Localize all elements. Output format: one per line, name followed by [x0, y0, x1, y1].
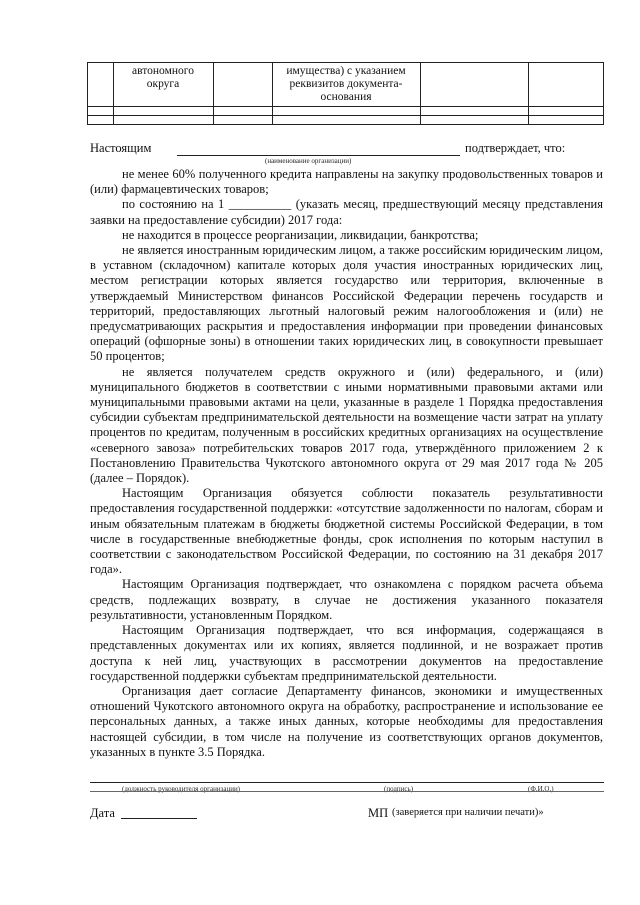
- stamp-label: МП: [368, 806, 389, 820]
- table-col-rule: [213, 62, 214, 124]
- paragraph: Настоящим Организация подтверждает, что ознакомлена с порядком расчета объема средств, подлежащих возврату, в случае не достижения указанного показателя результативности, установленным Порядком.: [90, 577, 603, 622]
- divider: [90, 791, 604, 792]
- organization-name-caption: (наименование организации): [265, 157, 352, 165]
- signature-line: [90, 782, 604, 783]
- date-line: [121, 818, 197, 819]
- paragraph: не является получателем средств окружного и (или) федерального, и (или) муниципального бюджетов в соответствии с иными нормативными правовыми актами или муниципальными правовыми актами на цели, указанные в разделе 1 Порядка предоставления субсидии субъектам предпринимательской деятельности на возмещение части затрат на уплату процентов по кредитам, полученным в российских кредитных организациях на осуществление «северного завоза» потребительских товаров 2017 года, утверждённого приложением 2 к Постановлению Правительства Чукотского автономного округа от 29 мая 2017 года № 205 (далее – Порядок).: [90, 364, 603, 486]
- paragraph: Настоящим Организация обязуется соблюсти показатель результативности предоставления государственной поддержки: «отсутствие задолженности по налогам, сборам и иным обязательным платежам в бюджеты бюджетной системы Российской Федерации, в том числе в государственные внебюджетные фонды, срок исполнения по которым наступил в соответствии с законодательством Российской Федерации, по состоянию на 31 декабря 2017 года».: [90, 486, 603, 577]
- documents-table: [87, 62, 604, 124]
- paragraph: не находится в процессе реорганизации, ликвидации, банкротства;: [122, 227, 479, 242]
- full-name-caption: (Ф.И.О.): [528, 785, 554, 793]
- table-col-rule: [420, 62, 421, 124]
- table-col-rule: [528, 62, 529, 124]
- confirm-ending: подтверждает, что:: [465, 141, 566, 155]
- table-rule: [87, 124, 604, 125]
- paragraph: не менее 60% полученного кредита направлены на закупку продовольственных товаров и (или) фармацевтических товаров;: [90, 167, 603, 197]
- table-col-rule: [113, 62, 114, 124]
- confirm-label: Настоящим: [90, 141, 152, 155]
- table-col-rule: [603, 62, 604, 124]
- date-label: Дата: [90, 806, 115, 820]
- stamp-note: (заверяется при наличии печати)»: [392, 807, 544, 818]
- table-col-rule: [87, 62, 88, 124]
- table-cell-property: имущества) с указанием реквизитов документа-основания: [286, 65, 406, 103]
- paragraph: по состоянию на 1 __________ (указать месяц, предшествующий месяцу представления заявки на предоставление субсидии) 2017 года:: [90, 197, 603, 227]
- signature-caption: (подпись): [384, 785, 414, 793]
- position-caption: (должность руководителя организации): [122, 785, 241, 793]
- organization-name-line: [177, 155, 460, 156]
- table-rule: [87, 115, 604, 116]
- table-rule: [87, 62, 604, 63]
- table-rule: [87, 106, 604, 107]
- table-col-rule: [272, 62, 273, 124]
- document-body: [90, 167, 603, 760]
- paragraph: не является иностранным юридическим лицом, а также российским юридическим лицом, в уставном (складочном) капитале которых доля участия иностранных юридических лиц, местом регистрации которых является государство или территория, включенные в утверждаемый Министерством финансов Российской Федерации перечень государств и территорий, предоставляющих льготный налоговый режим налогообложения и (или) не предусматривающих раскрытия и предоставления информации при проведении финансовых операций (офшорные зоны) в отношении таких юридических лиц, в совокупности превышает 50 процентов;: [90, 243, 603, 364]
- paragraph: Настоящим Организация подтверждает, что вся информация, содержащаяся в представленных документах или их копиях, является подлинной, и не возражает против доступа к ней лиц, участвующих в рассмотрении документов на предоставление государственной поддержки субъектам предпринимательской деятельности.: [90, 623, 603, 683]
- table-cell-okrug: автономного округа: [132, 65, 194, 90]
- paragraph: Организация дает согласие Департаменту финансов, экономики и имущественных отношений Чукотского автономного округа на обработку, распространение и использование ее персональных данных, а также иных данных, которые необходимы для предоставления настоящей субсидии, в том числе на получение из соответствующих органов документов, указанных в пункте 3.5 Порядка.: [90, 683, 603, 759]
